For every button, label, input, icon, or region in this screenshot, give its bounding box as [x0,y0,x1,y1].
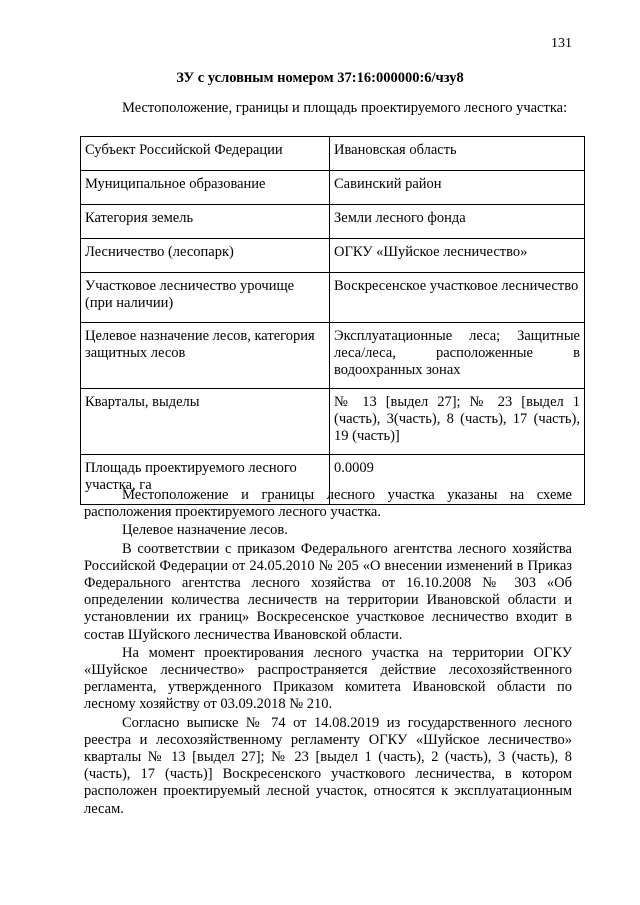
table-row [81,273,585,323]
row-value: Земли лесного фонда [330,205,585,239]
row-key: Субъект Российской Федерации [81,137,330,171]
row-key: Площадь проектируемого лесного участка, га [81,455,330,505]
paragraph: Местоположение и границы лесного участка указаны на схеме расположения проектируемого лесного участка. [84,487,572,521]
table-row [81,323,585,389]
row-value: Эксплуатационные леса; Защитные леса/леса, расположенные в водоохранных зонах [330,323,585,389]
body-text [84,487,572,819]
table-row [81,171,585,205]
intro-paragraph: Местоположение, границы и площадь проектируемого лесного участка: [122,100,568,116]
row-value: Ивановская область [330,137,585,171]
table-row [81,137,585,171]
paragraph: Целевое назначение лесов. [122,522,288,539]
paragraph: На момент проектирования лесного участка на территории ОГКУ «Шуйское лесничество» распространяется действие лесохозяйственного регламента, утвержденного Приказом комитета Ивановской области по лесному хозяйству от 03.09.2018 № 210. [84,644,572,713]
row-key: Участковое лесничество урочище (при наличии) [81,273,330,323]
land-plot-table [80,136,585,505]
row-key: Лесничество (лесопарк) [81,239,330,273]
page-number: 131 [551,36,572,51]
row-value: ОГКУ «Шуйское лесничество» [330,239,585,273]
table-row [81,205,585,239]
row-value: Савинский район [330,171,585,205]
row-key: Категория земель [81,205,330,239]
row-key: Целевое назначение лесов, категория защитных лесов [81,323,330,389]
row-key: Кварталы, выделы [81,389,330,455]
paragraph: Согласно выписке № 74 от 14.08.2019 из государственного лесного реестра и лесохозяйственному регламенту ОГКУ «Шуйское лесничество» кварталы № 13 [выдел 27]; № 23 [выдел 1 (часть), 2 (часть), 3 (часть), 8 (часть), 17 (часть)] Воскресенского участкового лесничества, в котором расположен проектируемый лесной участок, относятся к эксплуатационным лесам. [84,714,572,817]
table-row [81,389,585,455]
row-value: № 13 [выдел 27]; № 23 [выдел 1 (часть), 3(часть), 8 (часть), 17 (часть), 19 (часть)] [330,389,585,455]
paragraph: В соответствии с приказом Федерального агентства лесного хозяйства Российской Федерации от 24.05.2010 № 205 «О внесении изменений в Приказ Федерального агентства лесного хозяйства от 16.10.2008 № 303 «Об определении количества лесничеств на территории Ивановской области и установлении их границ» Воскресенское участковое лесничество входит в состав Шуйского лесничества Ивановской области. [84,540,572,643]
section-title: ЗУ с условным номером 37:16:000000:6/чзу8 [176,70,464,86]
row-value: Воскресенское участковое лесничество [330,273,585,323]
row-key: Муниципальное образование [81,171,330,205]
table-row [81,239,585,273]
row-value: 0.0009 [330,455,585,505]
